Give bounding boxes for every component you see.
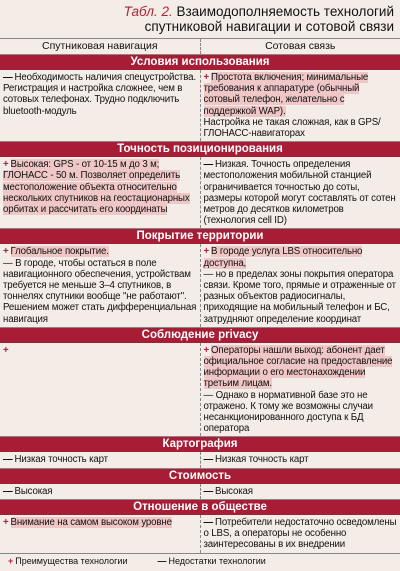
minus-icon: — — [3, 72, 13, 83]
legend-label-disadvantages: Недостатки технологии — [168, 556, 266, 566]
column-header-cellular: Сотовая связь — [265, 40, 336, 52]
cell-text: Высокая — [215, 485, 253, 497]
cell-cellular — [201, 157, 400, 228]
section-heading: Отношение в обществе — [0, 500, 400, 515]
minus-icon: — — [203, 454, 214, 466]
column-headers — [0, 38, 400, 55]
cell-satellite — [0, 484, 201, 499]
cell-cellular — [201, 515, 400, 553]
minus-icon: — — [3, 485, 13, 497]
plus-icon: + — [3, 516, 9, 528]
cell-text: — В городе, чтобы остаться в поле навигационного обеспечения, устройствам требуется не меньше 3–4 спутников, в тоннелях спутники вообще "не работают". Решением может стать дифференциальная навигация — [3, 257, 197, 325]
minus-icon: — — [3, 454, 13, 466]
table-row — [0, 70, 400, 142]
cell-cellular — [201, 484, 400, 499]
plus-icon: + — [203, 246, 210, 258]
legend-item-advantages — [8, 556, 127, 566]
table-row — [0, 343, 400, 438]
cell-text: Высокая — [14, 485, 53, 497]
cell-cellular — [201, 70, 400, 141]
table-row — [0, 484, 400, 500]
highlighted-text: Операторы нашли выход: абонент дает официальное согласие на предоставление информации о его местонахождении третьим лицам. — [203, 344, 393, 390]
table-row — [0, 157, 400, 229]
table-title — [0, 0, 400, 34]
section-heading: Стоимость — [0, 469, 400, 484]
highlighted-text: Высокая: GPS - от 10-15 м до 3 м; ГЛОНАСС - 50 м. Позволяет определить местоположение объекта относительно нескольких спутников на геостационарных орбитах и рассчитать его координаты — [3, 159, 190, 216]
highlighted-text: Глобальное покрытие. — [10, 246, 109, 258]
table-row — [0, 244, 400, 327]
minus-icon: — — [203, 516, 214, 528]
section-heading: Точность позиционирования — [0, 142, 400, 157]
plus-icon: + — [3, 344, 9, 356]
cell-text: Низкая точность карт — [215, 454, 309, 466]
plus-icon: + — [203, 344, 210, 356]
cell-satellite — [0, 70, 201, 141]
cell-satellite — [0, 244, 201, 326]
sections-container — [0, 55, 400, 554]
plus-icon: + — [203, 72, 210, 83]
section-heading: Соблюдение privacy — [0, 328, 400, 343]
minus-icon: — — [203, 485, 214, 497]
minus-icon: — — [203, 159, 214, 171]
cell-text: Потребители недостаточно осведомлены о LBS, а операторы не особенно заинтересованы в их внедрении — [203, 516, 397, 551]
highlighted-text: Внимание на самом высоком уровне — [10, 516, 172, 528]
cell-text: — Однако в нормативной базе это не отражено. К тому же возможны случаи несанкционированного доступа к БД оператора — [203, 389, 373, 435]
column-header-satellite: Спутниковая навигация — [0, 39, 201, 54]
cell-text: Низкая точность карт — [14, 454, 108, 466]
cell-text: — но в пределах зоны покрытия оператора связи. Кроме того, прямые и отраженные от разных объектов радиосигналы, приходящие на мобильный телефон и БС, затрудняют определение координат — [203, 268, 396, 325]
cell-text: Необходимость наличия спецустройства. Регистрация и настройка сложнее, чем в сотовых телефонах. Трудно подключить bluetooth-модуль — [3, 72, 196, 117]
legend-item-disadvantages — [157, 556, 265, 566]
highlighted-text: Простота включения; минимальные требования к аппаратуре (обычный сотовый телефон, желательно с поддержкой WAP). — [203, 72, 369, 117]
title-line-2: спутниковой навигации и сотовой связи — [144, 19, 394, 34]
section-heading: Покрытие территории — [0, 229, 400, 244]
cell-cellular — [201, 343, 400, 437]
table-row — [0, 515, 400, 554]
section-heading: Условия использования — [0, 55, 400, 70]
minus-icon: — — [157, 556, 167, 566]
highlighted-text: В городе услуга LBS относительно доступна, — [203, 246, 363, 269]
table-row — [0, 452, 400, 468]
plus-icon: + — [3, 246, 9, 258]
title-line-1: Взаимодополняемость технологий — [176, 4, 394, 19]
cell-cellular — [201, 452, 400, 467]
section-heading: Картография — [0, 437, 400, 452]
cell-cellular — [201, 244, 400, 326]
plus-icon: + — [3, 159, 9, 171]
plus-icon: + — [8, 556, 14, 566]
cell-text: Низкая. Точность определения местоположения мобильной станцией ограничивается точностью до соты, размеры которой могут составлять от сотен метров до десятков километров (технология cell ID) — [203, 159, 396, 227]
cell-satellite — [0, 515, 201, 553]
cell-satellite — [0, 157, 201, 228]
legend — [0, 551, 400, 571]
legend-label-advantages: Преимущества технологии — [15, 556, 128, 566]
cell-satellite — [0, 343, 201, 437]
table-label: Табл. 2. — [123, 4, 173, 19]
cell-text: Настройка не такая сложная, как в GPS/ГЛОНАСС-навигаторах — [203, 116, 381, 140]
cell-satellite — [0, 452, 201, 467]
